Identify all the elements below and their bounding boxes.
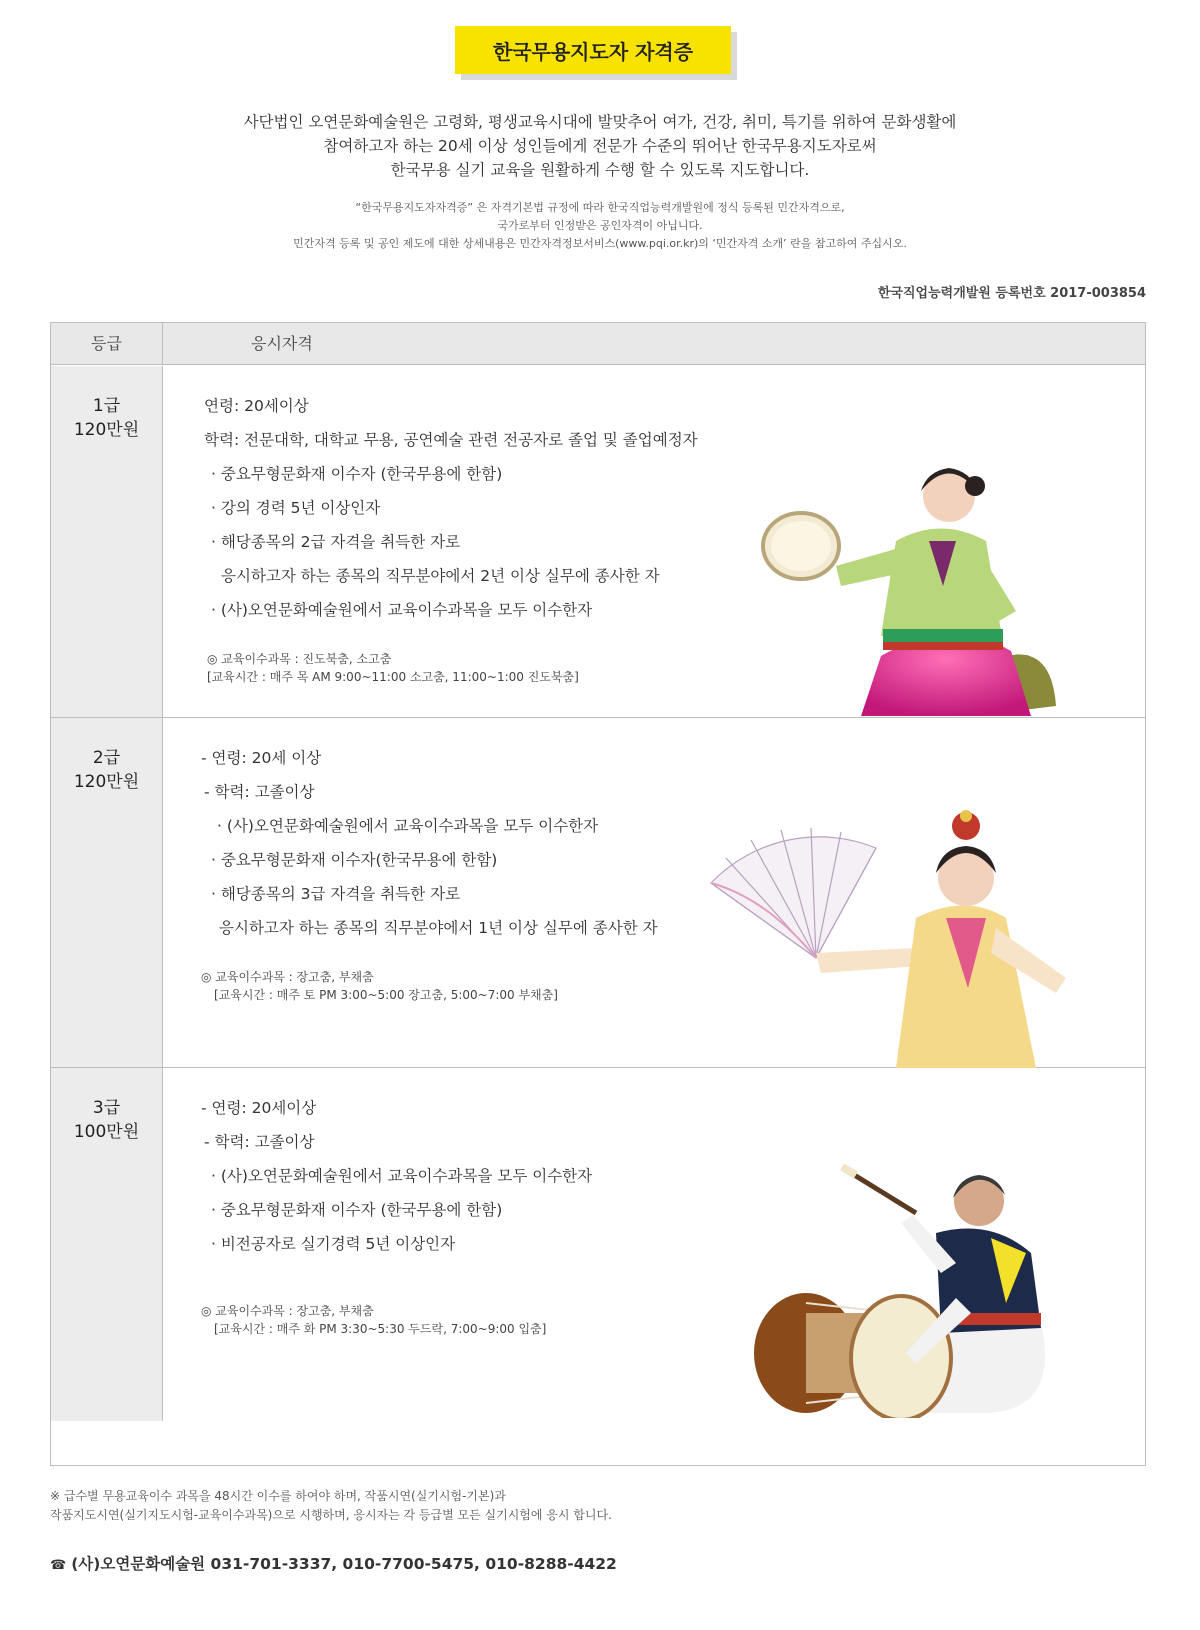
qualification-table xyxy=(50,322,1146,1466)
qualification-line: · 해당종목의 2급 자격을 취득한 자로 xyxy=(211,533,461,551)
qualification-line: 연령: 20세이상 xyxy=(204,397,309,415)
course-info: ◎ 교육이수과목 : 장고춤, 부채춤 xyxy=(201,970,374,984)
page-title-badge xyxy=(455,26,737,80)
qualification-line: · 비전공자로 실기경력 5년 이상인자 xyxy=(211,1235,456,1253)
intro-line: 참여하고자 하는 20세 이상 성인들에게 전문가 수준의 뛰어난 한국무용지도자로써 xyxy=(323,137,877,155)
qualification-line: - 학력: 고졸이상 xyxy=(204,783,315,801)
registration-number: 한국직업능력개발원 등록번호 2017-003854 xyxy=(877,286,1146,301)
table-row xyxy=(51,1068,1145,1421)
header-grade: 등급 xyxy=(51,323,163,365)
course-info: ◎ 교육이수과목 : 장고춤, 부채춤 xyxy=(201,1304,374,1318)
schedule-info: [교육시간 : 매주 토 PM 3:00~5:00 장고춤, 5:00~7:00 부채춤] xyxy=(214,988,558,1002)
grade-cell xyxy=(51,1068,163,1421)
notice-line: 국가로부터 인정받은 공인자격이 아닙니다. xyxy=(497,219,703,232)
fan-dancer-photo xyxy=(706,788,1086,1068)
course-info: ◎ 교육이수과목 : 진도북춤, 소고춤 xyxy=(207,652,392,666)
qualification-line: · 중요무형문화재 이수자 (한국무용에 한함) xyxy=(211,465,503,483)
grade-cell xyxy=(51,366,163,717)
header-qualification: 응시자격 xyxy=(251,334,313,353)
intro-line: 한국무용 실기 교육을 원활하게 수행 할 수 있도록 지도합니다. xyxy=(390,161,810,179)
footer-note-line: ※ 급수별 무용교육이수 과목을 48시간 이수를 하여야 하며, 작품시연(실기시험-기본)과 xyxy=(50,1489,506,1503)
qualification-line: · (사)오연문화예술원에서 교육이수과목을 모두 이수한자 xyxy=(217,817,599,835)
qualification-line: · (사)오연문화예술원에서 교육이수과목을 모두 이수한자 xyxy=(211,601,593,619)
table-row xyxy=(51,366,1145,718)
footer-note xyxy=(50,1487,612,1525)
intro-line: 사단법인 오연문화예술원은 고령화, 평생교육시대에 발맞추어 여가, 건강, 취미, 특기를 위하여 문화생활에 xyxy=(243,113,957,131)
contact-info xyxy=(50,1552,617,1574)
qualification-line: · (사)오연문화예술원에서 교육이수과목을 모두 이수한자 xyxy=(211,1167,593,1185)
notice-line: 민간자격 등록 및 공인 제도에 대한 상세내용은 민간자격정보서비스(www.pqi.or.kr)의 ‘민간자격 소개’ 란을 참고하여 주십시오. xyxy=(293,237,907,250)
grade-cell xyxy=(51,718,163,1067)
schedule-info: [교육시간 : 매주 화 PM 3:30~5:30 두드락, 7:00~9:00 입춤] xyxy=(214,1322,547,1336)
qualification-line: 응시하고자 하는 종목의 직무분야에서 2년 이상 실무에 종사한 자 xyxy=(221,567,660,585)
grade-fee: 120만원 xyxy=(73,420,140,440)
page-title: 한국무용지도자 자격증 xyxy=(455,26,731,74)
table-header xyxy=(51,323,1145,365)
qualification-line: · 중요무형문화재 이수자(한국무용에 한함) xyxy=(211,851,498,869)
grade-label: 1급 xyxy=(92,396,121,416)
schedule-info: [교육시간 : 매주 목 AM 9:00~11:00 소고춤, 11:00~1:00 진도북춤] xyxy=(207,670,579,684)
qualification-line: · 강의 경력 5년 이상인자 xyxy=(211,499,381,517)
notice-text xyxy=(100,199,1100,253)
qualification-line: 학력: 전문대학, 대학교 무용, 공연예술 관련 전공자로 졸업 및 졸업예정자 xyxy=(204,431,698,449)
qualification-line: · 해당종목의 3급 자격을 취득한 자로 xyxy=(211,885,461,903)
table-row xyxy=(51,718,1145,1068)
footer-note-line: 작품지도시연(실기지도시험-교육이수과목)으로 시행하며, 응시자는 각 등급별 모든 실기시험에 응시 합니다. xyxy=(50,1508,612,1522)
phone-icon: ☎ xyxy=(50,1558,67,1573)
qualification-line: · 중요무형문화재 이수자 (한국무용에 한함) xyxy=(211,1201,503,1219)
contact-text: (사)오연문화예술원 031-701-3337, 010-7700-5475, 010-8288-4422 xyxy=(71,1555,617,1573)
grade-label: 3급 xyxy=(92,1098,121,1118)
qualification-line: - 연령: 20세 이상 xyxy=(201,749,322,767)
drum-dancer-photo xyxy=(761,446,1071,716)
grade-label: 2급 xyxy=(92,748,121,768)
intro-text xyxy=(100,110,1100,182)
qualification-line: 응시하고자 하는 종목의 직무분야에서 1년 이상 실무에 종사한 자 xyxy=(219,919,658,937)
qualification-line: - 연령: 20세이상 xyxy=(201,1099,317,1117)
notice-line: “한국무용지도자자격증” 은 자격기본법 규정에 따라 한국직업능력개발원에 정식 등록된 민간자격으로, xyxy=(355,201,845,214)
qualification-line: - 학력: 고졸이상 xyxy=(204,1133,315,1151)
grade-fee: 120만원 xyxy=(73,772,140,792)
janggu-drummer-photo xyxy=(741,1163,1061,1418)
grade-fee: 100만원 xyxy=(73,1122,140,1142)
